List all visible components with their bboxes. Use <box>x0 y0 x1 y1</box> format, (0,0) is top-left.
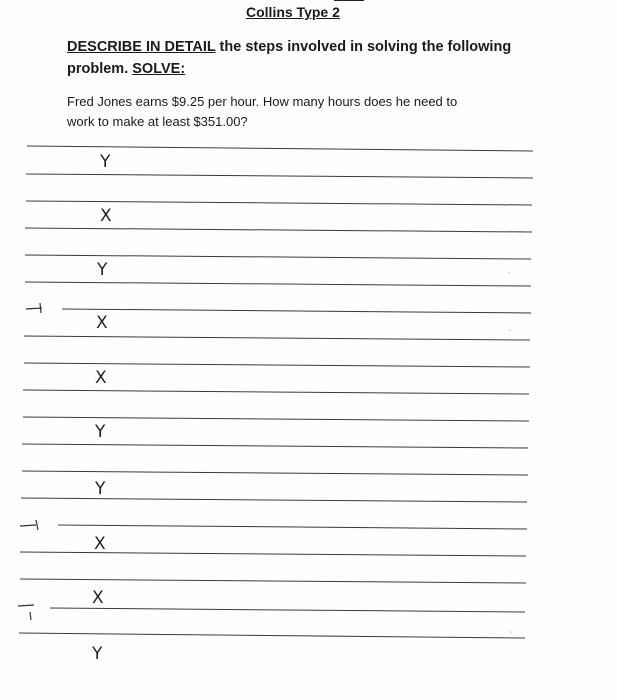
answer-mark: X <box>95 368 107 388</box>
paper-speck <box>510 631 512 633</box>
answer-line <box>50 608 525 612</box>
margin-tick <box>18 605 34 620</box>
paper-speck <box>508 272 510 274</box>
problem-line-1: Fred Jones earns $9.25 per hour. How many hours does he need to <box>67 94 458 109</box>
answer-line <box>25 282 531 286</box>
margin-tick <box>20 520 38 530</box>
answer-line <box>23 390 529 394</box>
answer-line <box>26 174 533 178</box>
answer-line <box>27 146 533 151</box>
answer-mark: Y <box>92 644 103 664</box>
answer-line <box>20 579 526 583</box>
page-title: Collins Type 2 <box>246 4 340 20</box>
answer-line <box>58 525 527 529</box>
answer-line <box>62 309 531 313</box>
margin-tick <box>26 303 42 313</box>
answer-line <box>19 633 525 638</box>
answer-mark: Y <box>97 260 108 280</box>
answer-mark: Y <box>100 152 111 172</box>
answer-line <box>25 228 532 232</box>
answer-line <box>22 471 528 475</box>
answer-line <box>24 363 530 367</box>
answer-mark: X <box>94 534 106 554</box>
answer-mark: X <box>100 206 112 226</box>
instructions-line1: the steps involved in solving the following <box>215 39 512 55</box>
answer-mark: Y <box>95 479 106 499</box>
answer-line <box>22 444 528 448</box>
paper-speck <box>509 329 511 331</box>
solve-label: SOLVE: <box>132 61 186 77</box>
answer-mark: X <box>96 313 108 333</box>
instructions-line2: problem. <box>67 61 133 77</box>
instructions-emphasis: DESCRIBE IN DETAIL <box>67 39 216 55</box>
answer-mark: Y <box>95 422 106 442</box>
answer-line <box>25 255 531 259</box>
problem-line-2: work to make at least $351.00? <box>67 114 248 129</box>
answer-line <box>24 336 530 340</box>
answer-line <box>23 417 529 421</box>
answer-mark: X <box>92 588 104 608</box>
answer-line <box>26 201 532 205</box>
